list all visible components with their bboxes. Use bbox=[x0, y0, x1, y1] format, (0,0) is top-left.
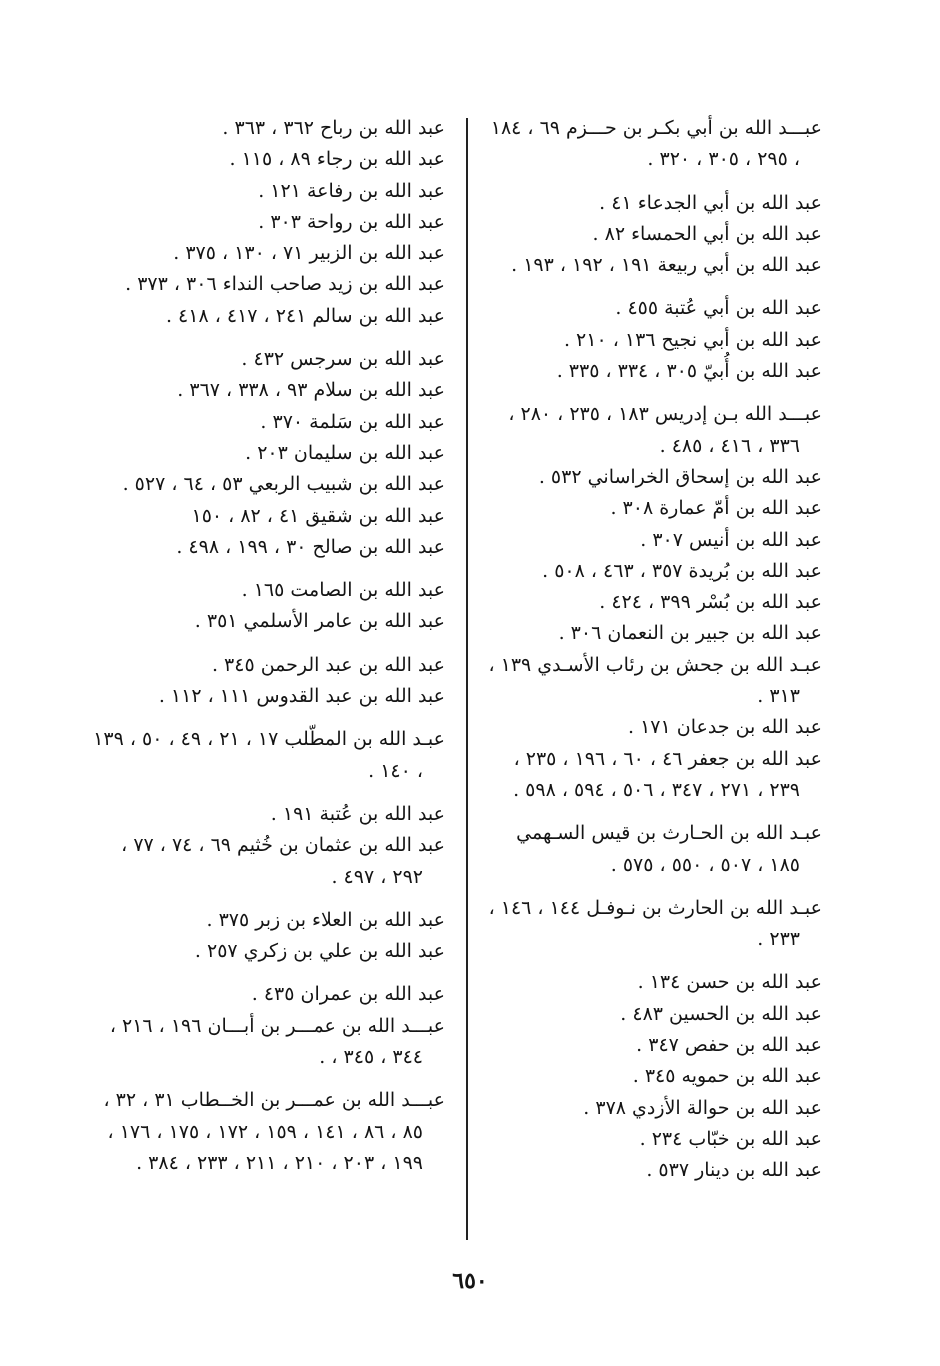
index-entry: عبد الله بن صالح ٣٠ ، ١٩٩ ، ٤٩٨ . bbox=[176, 535, 445, 558]
index-entry: عبد الله بن رباح ٣٦٢ ، ٣٦٣ . bbox=[222, 117, 445, 139]
index-entry: عبد الله بن خبّاب ٢٣٤ . bbox=[639, 1127, 822, 1150]
index-entry: عبد الله بن الزبير ٧١ ، ١٣٠ ، ٣٧٥ . bbox=[173, 242, 445, 265]
index-entry: عبـــد الله بن أبي بكـر بن حـــزم ٦٩ ، ١٨٤ ، ٢٩٥ ، ٣٠٥ ، ٣٢٠ . bbox=[490, 117, 822, 171]
index-entry: عبد الله بن أُبيّ ٣٠٥ ، ٣٣٤ ، ٣٣٥ . bbox=[556, 360, 822, 383]
index-entry: عبد الله بن دينار ٥٣٧ . bbox=[646, 1159, 822, 1182]
index-entry: عبد الله بن عمران ٤٣٥ . bbox=[251, 983, 445, 1006]
index-entry: عبد الله بن أبي عُتبة ٤٥٥ . bbox=[615, 297, 822, 320]
index-entry: عبد الله بن حمويه ٣٤٥ . bbox=[632, 1065, 822, 1088]
entry-spacing bbox=[93, 712, 445, 724]
index-entry: عبد الله بن حفص ٣٤٧ . bbox=[636, 1034, 822, 1057]
index-entry: عبد الله بن عبد الرحمن ٣٤٥ . bbox=[211, 653, 445, 676]
entry-spacing bbox=[487, 955, 822, 967]
index-entry: عبد الله بن أنيس ٣٠٧ . bbox=[640, 528, 822, 551]
index-entry: عبد الله بن رجاء ٨٩ ، ١١٥ . bbox=[229, 148, 445, 171]
entry-spacing bbox=[93, 332, 445, 344]
column-divider bbox=[466, 118, 468, 1240]
index-column-right bbox=[487, 113, 822, 1187]
index-entry: عبد الله بن بُريدة ٣٥٧ ، ٤٦٣ ، ٥٠٨ . bbox=[542, 559, 822, 582]
index-entry: عبـــد الله بن عمـــر بن الخــطاب ٣١ ، ٣٢ ، ٨٥ ، ٨٦ ، ١٤١ ، ١٥٩ ، ١٧٢ ، ١٧٥ ، ١٧٦ ، ١٩٩ ، ٢٠٣ ، ٢١٠ ، ٢١١ ، ٢٣٣ ، ٣٨٤ . bbox=[103, 1089, 445, 1174]
index-entry: عبد الله بن الصامت ١٦٥ . bbox=[241, 579, 445, 602]
index-entry: عبـد الله بن المطّلب ١٧ ، ٢١ ، ٤٩ ، ٥٠ ، ١٣٩ ، ١٤٠ . bbox=[93, 728, 445, 782]
index-entry: عبد الله بن العلاء بن زبر ٣٧٥ . bbox=[206, 908, 445, 931]
entry-spacing bbox=[93, 638, 445, 650]
index-column-left bbox=[93, 113, 445, 1179]
index-entry: عبد الله بن سلام ٩٣ ، ٣٣٨ ، ٣٦٧ . bbox=[177, 379, 445, 402]
index-entry: عبد الله بن عبد القدوس ١١١ ، ١١٢ . bbox=[158, 685, 445, 708]
index-entry: عبد الله بن عامر الأسلمي ٣٥١ . bbox=[194, 610, 445, 633]
entry-spacing bbox=[487, 176, 822, 188]
index-entry: عبد الله بن شقيق ٤١ ، ٨٢ ، ١٥٠ bbox=[191, 504, 445, 527]
index-entry: عبد الله بن أبي الحمساء ٨٢ . bbox=[592, 222, 822, 245]
index-entry: عبـد الله بن جحش بن رئاب الأسـدي ١٣٩ ، ٣١٣ . bbox=[488, 653, 822, 708]
index-entry: عبد الله بن جعفر ٤٦ ، ٦٠ ، ١٩٦ ، ٢٣٥ ، ٢٣٩ ، ٢٧١ ، ٣٤٧ ، ٥٠٦ ، ٥٩٤ ، ٥٩٨ . bbox=[513, 747, 822, 801]
index-entry: عبد الله بن سَلمة ٣٧٠ . bbox=[260, 410, 445, 433]
page-number: ٦٥٠ bbox=[452, 1268, 488, 1294]
index-entry: عبد الله بن عُتبة ١٩١ . bbox=[270, 802, 445, 825]
index-entry: عبـد الله بن الحارث بن نـوفـل ١٤٤ ، ١٤٦ ، ٢٣٣ . bbox=[488, 896, 822, 951]
entry-spacing bbox=[487, 806, 822, 818]
index-entry: عبد الله بن أبي ربيعة ١٩١ ، ١٩٢ ، ١٩٣ . bbox=[511, 254, 822, 277]
index-entry: عبد الله بن جبير بن النعمان ٣٠٦ . bbox=[558, 622, 822, 645]
index-entry: عبد الله بن بُسْر ٣٩٩ ، ٤٢٤ . bbox=[599, 591, 822, 614]
index-entry: عبد الله بن رفاعة ١٢١ . bbox=[258, 179, 445, 202]
index-entry: عبد الله بن أمّ عمارة ٣٠٨ . bbox=[610, 497, 822, 520]
index-entry: عبـــد الله بـن إدريس ١٨٣ ، ٢٣٥ ، ٢٨٠ ، ٣٣٦ ، ٤١٦ ، ٤٨٥ . bbox=[508, 403, 822, 457]
entry-spacing bbox=[93, 967, 445, 979]
index-entry: عبد الله بن أبي الجدعاء ٤١ . bbox=[599, 191, 822, 214]
index-entry: عبد الله بن سالم ٢٤١ ، ٤١٧ ، ٤١٨ . bbox=[165, 304, 445, 327]
index-entry: عبد الله بن علي بن زكري ٢٥٧ . bbox=[194, 940, 445, 963]
entry-spacing bbox=[487, 881, 822, 893]
index-entry: عبد الله بن أبي نجيح ١٣٦ ، ٢١٠ . bbox=[563, 328, 822, 351]
index-entry: عبد الله بن سليمان ٢٠٣ . bbox=[245, 441, 445, 464]
entry-spacing bbox=[93, 893, 445, 905]
index-entry: عبد الله بن حسن ١٣٤ . bbox=[637, 971, 822, 994]
index-entry: عبد الله بن عثمان بن خُثيم ٦٩ ، ٧٤ ، ٧٧ ، ٢٩٢ ، ٤٩٧ . bbox=[121, 834, 445, 888]
index-entry: عبد الله بن إسحاق الخراساني ٥٣٢ . bbox=[538, 465, 822, 488]
index-entry: عبد الله بن شبيب الربعي ٥٣ ، ٦٤ ، ٥٢٧ . bbox=[122, 473, 445, 496]
index-entry: عبد الله بن رواحة ٣٠٣ . bbox=[258, 210, 445, 233]
index-entry: عبد الله بن حوالة الأزدي ٣٧٨ . bbox=[583, 1096, 822, 1119]
entry-spacing bbox=[93, 787, 445, 799]
index-entry: عبد الله بن جدعان ١٧١ . bbox=[627, 716, 822, 739]
index-entry: عبد الله بن سرجس ٤٣٢ . bbox=[241, 348, 445, 371]
entry-spacing bbox=[93, 1073, 445, 1085]
index-entry: عبـد الله بن الحـارث بن قيس السـهمي ١٨٥ ، ٥٠٧ ، ٥٥٠ ، ٥٧٥ . bbox=[516, 822, 822, 876]
entry-spacing bbox=[93, 563, 445, 575]
entry-spacing bbox=[487, 387, 822, 399]
entry-spacing bbox=[487, 281, 822, 293]
index-entry: عبد الله بن الحسين ٤٨٣ . bbox=[620, 1002, 822, 1025]
index-entry: عبد الله بن زيد صاحب النداء ٣٠٦ ، ٣٧٣ . bbox=[125, 273, 445, 296]
index-entry: عبـــد الله بن عمـــر بن أبـــان ١٩٦ ، ٢١٦ ، ٣٤٤ ، ٣٤٥ ، . bbox=[109, 1014, 445, 1069]
